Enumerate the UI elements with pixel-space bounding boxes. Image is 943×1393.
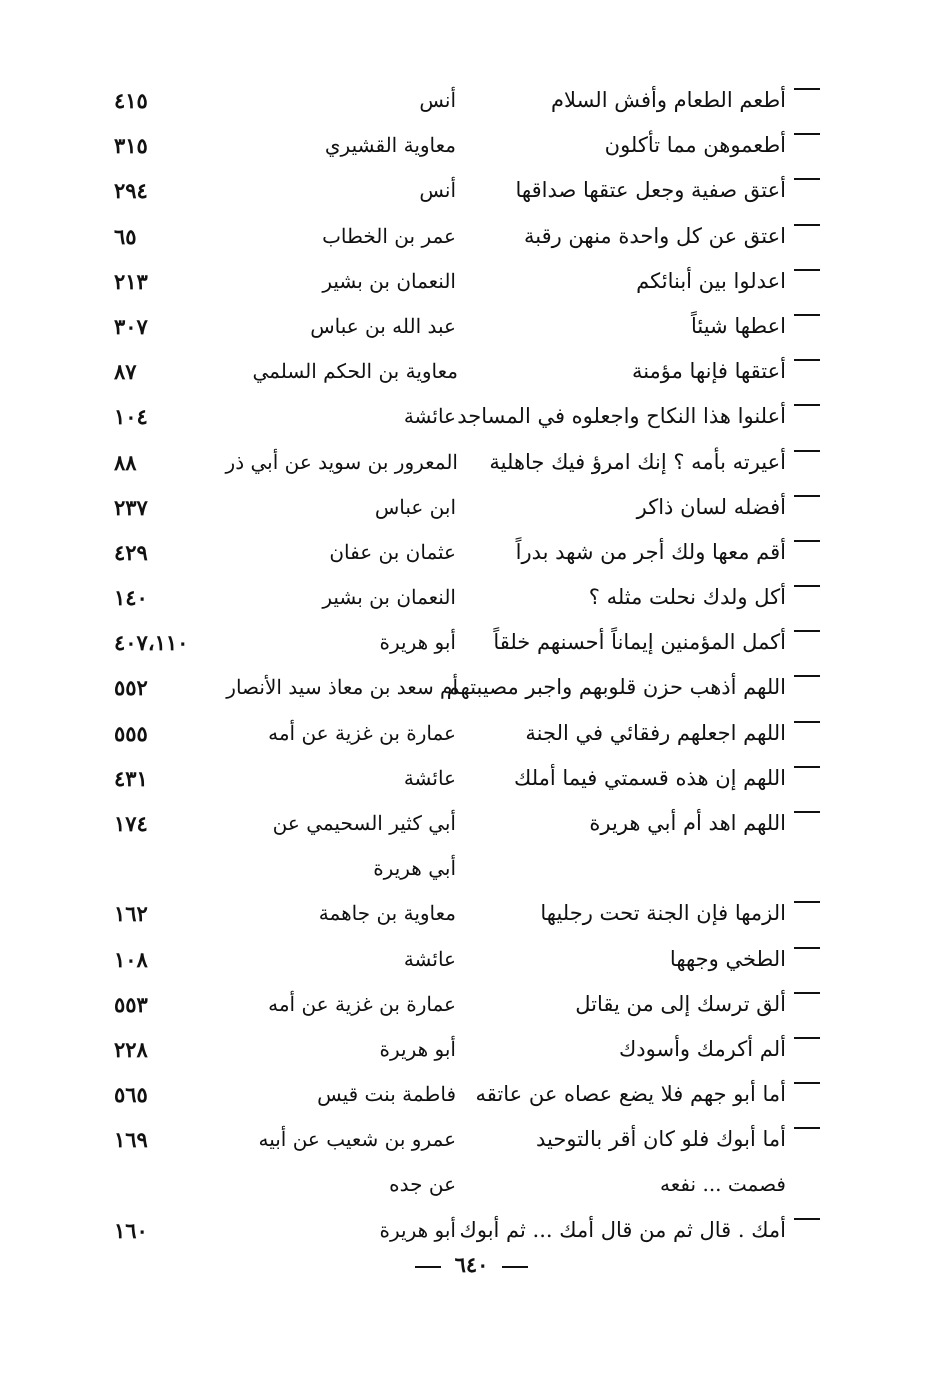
page-reference: ٢١٣ — [114, 268, 148, 294]
entry-dash — [794, 811, 820, 813]
entry-dash — [794, 901, 820, 903]
entry-dash — [794, 947, 820, 949]
entry-dash — [794, 269, 820, 271]
page-reference: ١٧٤ — [114, 811, 148, 836]
page-reference: ١٤٠ — [114, 585, 148, 611]
narrator-text: معاوية القشيري — [324, 133, 456, 158]
hadith-text: أعلنوا هذا النكاح واجعلوه في المساجد — [457, 404, 786, 429]
narrator-text: عمر بن الخطاب — [322, 223, 456, 248]
narrator-continuation: عن جده — [389, 1172, 456, 1197]
hadith-text: أكل ولدك نحلت مثله ؟ — [588, 585, 786, 610]
index-entry — [100, 304, 820, 349]
index-entry — [100, 123, 820, 168]
entry-dash — [794, 675, 820, 677]
index-entry — [100, 530, 820, 575]
narrator-text: عثمان بن عفان — [329, 539, 456, 564]
index-entry — [100, 1117, 820, 1207]
hadith-text: أطعموهن مما تأكلون — [604, 133, 786, 158]
entry-dash — [794, 450, 820, 452]
narrator-text: النعمان بن بشير — [322, 268, 456, 293]
narrator-text: عبد الله بن عباس — [310, 313, 456, 338]
entry-dash — [794, 766, 820, 768]
entry-dash — [794, 224, 820, 226]
hadith-text: أمك . قال ثم من قال أمك ... ثم أبوك — [459, 1217, 786, 1242]
page-reference: ٤٣١ — [114, 765, 148, 791]
entry-dash — [794, 495, 820, 497]
page-reference: ٢٣٧ — [114, 494, 148, 520]
narrator-text: عمارة بن غزية عن أمه — [268, 720, 456, 745]
entry-dash — [794, 404, 820, 406]
hadith-text: اعطها شيئاً — [690, 313, 786, 338]
entry-dash — [794, 721, 820, 723]
narrator-text: فاطمة بنت قيس — [317, 1082, 456, 1107]
entry-dash — [794, 314, 820, 316]
index-entry — [100, 485, 820, 530]
index-entry — [100, 1027, 820, 1072]
page-reference: ٨٧ — [114, 359, 137, 385]
index-entry — [100, 214, 820, 259]
page-reference: ٢٩٤ — [114, 178, 148, 204]
page-reference: ٥٦٥ — [114, 1082, 148, 1108]
narrator-text: أبي كثير السحيمي عن — [272, 811, 456, 835]
page-reference: ٥٥٥ — [114, 720, 148, 746]
narrator-text: أنس — [419, 88, 456, 112]
entry-dash — [794, 88, 820, 90]
entry-dash — [794, 359, 820, 361]
index-entry — [100, 982, 820, 1027]
page-reference: ٣٠٧ — [114, 313, 148, 339]
narrator-text: عائشة — [403, 946, 456, 971]
hadith-text: أكمل المؤمنين إيماناً أحسنهم خلقاً — [493, 630, 786, 655]
hadith-text: أقم معها ولك أجر من شهد بدراً — [515, 539, 786, 564]
entry-dash — [794, 133, 820, 135]
page-number: ٦٤٠ — [454, 1252, 489, 1277]
hadith-index-list — [100, 78, 820, 1253]
hadith-continuation: فصمت ... نفعه — [660, 1172, 786, 1197]
page-reference: ٤٢٩ — [114, 539, 148, 565]
hadith-text: أفضله لسان ذاكر — [636, 494, 786, 519]
page-footer — [0, 1252, 943, 1277]
narrator-text: النعمان بن بشير — [322, 585, 456, 610]
hadith-text: اعتق عن كل واحدة منهن رقبة — [523, 223, 786, 248]
entry-dash — [794, 630, 820, 632]
narrator-text: أبو هريرة — [379, 630, 456, 655]
narrator-text: المعرور بن سويد عن أبي ذر — [225, 449, 458, 474]
index-entry — [100, 620, 820, 665]
index-entry — [100, 575, 820, 620]
index-entry — [100, 78, 820, 123]
footer-rule-left — [415, 1266, 441, 1268]
hadith-text: اللهم اجعلهم رفقائي في الجنة — [525, 720, 786, 745]
page-reference: ٦٥ — [114, 223, 137, 249]
page-reference: ٨٨ — [114, 449, 137, 475]
index-entry — [100, 891, 820, 936]
page-reference: ١٠٨ — [114, 946, 148, 972]
hadith-text: أعيرته بأمه ؟ إنك امرؤ فيك جاهلية — [489, 449, 786, 474]
hadith-text: أما أبوك فلو كان أقر بالتوحيد — [536, 1127, 786, 1152]
index-entry — [100, 756, 820, 801]
index-entry — [100, 801, 820, 891]
page-reference: ٥٥٢ — [114, 675, 148, 701]
page-reference: ٣١٥ — [114, 133, 148, 159]
narrator-text: عائشة — [403, 765, 456, 790]
index-entry — [100, 665, 820, 710]
narrator-text: معاوية بن الحكم السلمي — [252, 359, 458, 384]
index-entry — [100, 1208, 820, 1253]
narrator-text: أبو هريرة — [379, 1217, 456, 1242]
narrator-text: عمارة بن غزية عن أمه — [268, 991, 456, 1016]
index-entry — [100, 1072, 820, 1117]
hadith-text: الطخي وجهها — [669, 946, 786, 971]
page-reference: ١٦٩ — [114, 1127, 148, 1153]
hadith-text: أما أبو جهم فلا يضع عصاه عن عاتقه — [475, 1082, 786, 1107]
hadith-text: اعدلوا بين أبنائكم — [636, 268, 786, 293]
narrator-text: عمرو بن شعيب عن أبيه — [258, 1127, 456, 1152]
entry-dash — [794, 992, 820, 994]
page-reference: ١٦٠ — [114, 1217, 148, 1243]
index-entry — [100, 937, 820, 982]
page-reference: ٤١٥ — [114, 88, 148, 113]
footer-rule-right — [502, 1266, 528, 1268]
narrator-text: أنس — [419, 178, 456, 203]
hadith-text: أعتقها فإنها مؤمنة — [631, 359, 786, 384]
entry-dash — [794, 178, 820, 180]
page-reference: ١٠٤ — [114, 404, 148, 430]
hadith-text: اللهم أذهب حزن قلوبهم واجبر مصيبتهم — [446, 675, 786, 700]
entry-dash — [794, 1218, 820, 1220]
narrator-continuation: أبي هريرة — [373, 856, 456, 880]
page-reference: ٤٠٧،١١٠ — [114, 630, 189, 656]
narrator-text: ابن عباس — [374, 494, 456, 519]
index-entry — [100, 349, 820, 394]
page-reference: ١٦٢ — [114, 901, 148, 927]
hadith-text: أعتق صفية وجعل عتقها صداقها — [515, 178, 786, 203]
index-entry — [100, 259, 820, 304]
narrator-text: أبو هريرة — [379, 1036, 456, 1061]
narrator-text: أم سعد بن معاذ سيد الأنصار — [226, 675, 458, 700]
narrator-text: عائشة — [403, 404, 456, 429]
narrator-text: معاوية بن جاهمة — [318, 901, 456, 926]
page-reference: ٥٥٣ — [114, 991, 148, 1017]
entry-dash — [794, 1127, 820, 1129]
hadith-text: ألق ترسك إلى من يقاتل — [575, 991, 786, 1016]
hadith-text: أطعم الطعام وأفش السلام — [551, 88, 786, 112]
page-reference: ٢٢٨ — [114, 1036, 148, 1062]
index-entry — [100, 440, 820, 485]
hadith-text: اللهم إن هذه قسمتي فيما أملك — [514, 765, 786, 790]
index-entry — [100, 394, 820, 439]
hadith-text: الزمها فإن الجنة تحت رجليها — [540, 901, 786, 926]
index-entry — [100, 711, 820, 756]
entry-dash — [794, 1082, 820, 1084]
index-entry — [100, 168, 820, 213]
entry-dash — [794, 585, 820, 587]
entry-dash — [794, 540, 820, 542]
hadith-text: اللهم اهد أم أبي هريرة — [589, 811, 786, 835]
entry-dash — [794, 1037, 820, 1039]
hadith-text: ألم أكرمك وأسودك — [618, 1036, 786, 1061]
